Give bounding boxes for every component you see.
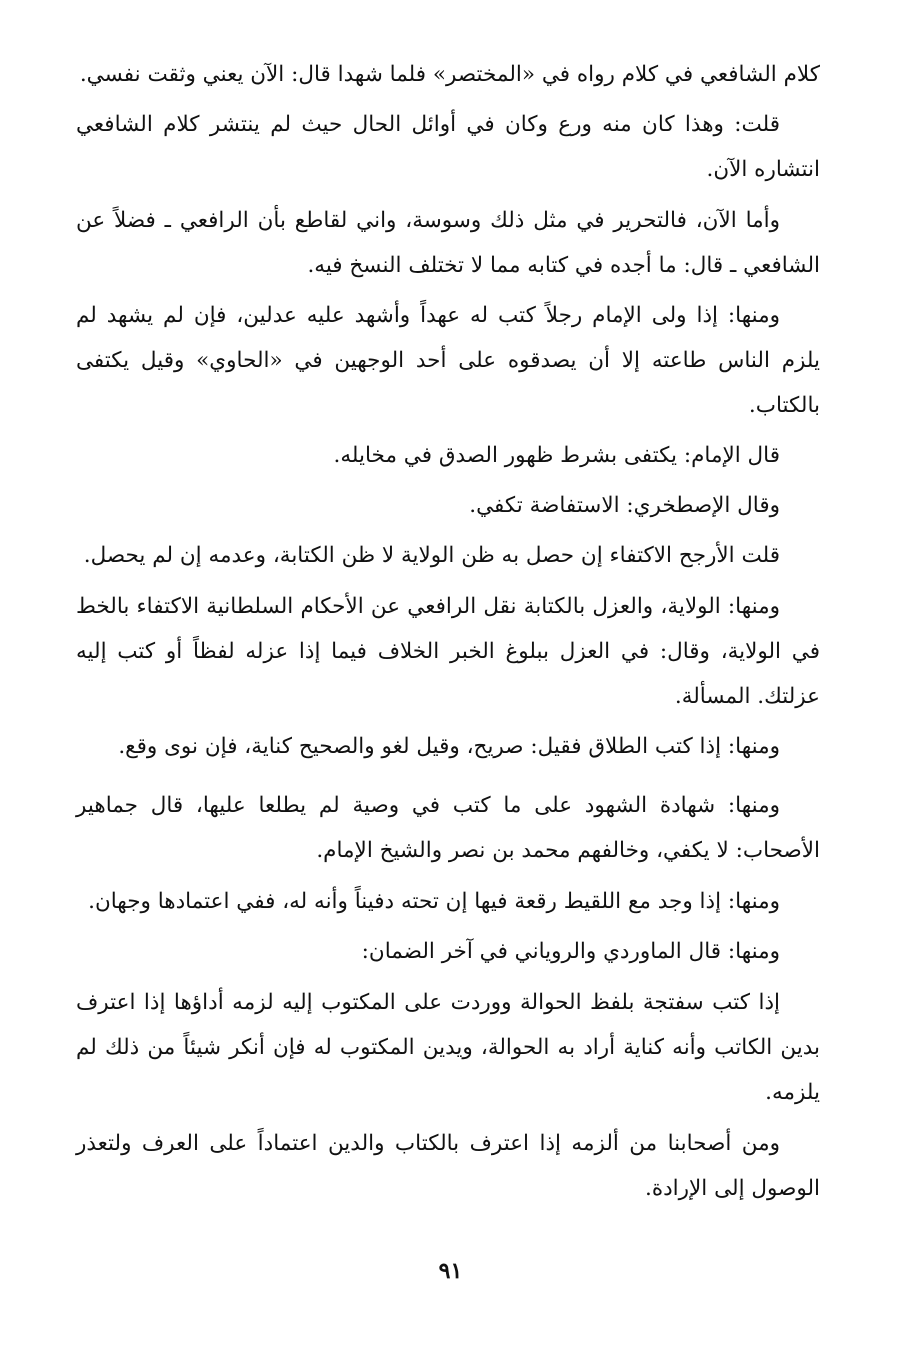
paragraph-4: ومنها: إذا ولى الإمام رجلاً كتب له عهداً وأشهد عليه عدلين، فإن لم يشهد لم يلزم الناس طاعته إلا أن يصدقوه على أحد الوجهين في «الحاوي» وقيل يكتفى بالكتاب. <box>76 303 820 418</box>
page-body <box>76 52 820 1216</box>
paragraph-6: وقال الإصطخري: الاستفاضة تكفي. <box>469 493 780 518</box>
paragraph-8: ومنها: الولاية، والعزل بالكتابة نقل الرافعي عن الأحكام السلطانية الاكتفاء بالخط في الولاية، وقال: في العزل ببلوغ الخبر الخلاف فيما إذا عزله لفظاً أو كتب إليه عزلتك. المسألة. <box>76 594 820 709</box>
paragraph-1: كلام الشافعي في كلام رواه في «المختصر» فلما شهدا قال: الآن يعني وثقت نفسي. <box>79 62 820 87</box>
paragraph-11: ومنها: إذا وجد مع اللقيط رقعة فيها إن تحته دفيناً وأنه له، ففي اعتمادها وجهان. <box>88 889 780 914</box>
paragraph-14: ومن أصحابنا من ألزمه إذا اعترف بالكتاب والدين اعتماداً على العرف ولتعذر الوصول إلى الإرادة. <box>76 1131 820 1201</box>
paragraph-5: قال الإمام: يكتفى بشرط ظهور الصدق في مخايله. <box>333 443 780 468</box>
paragraph-9: ومنها: إذا كتب الطلاق فقيل: صريح، وقيل لغو والصحيح كناية، فإن نوى وقع. <box>118 734 780 759</box>
paragraph-13: إذا كتب سفتجة بلفظ الحوالة ووردت على المكتوب إليه لزمه أداؤها إذا اعترف بدين الكاتب وأنه كناية أراد به الحوالة، ويدين المكتوب له فإن أنكر شيئاً من ذلك لم يلزمه. <box>76 990 820 1105</box>
paragraph-10: ومنها: شهادة الشهود على ما كتب في وصية لم يطلعا عليها، قال جماهير الأصحاب: لا يكفي، وخالفهم محمد بن نصر والشيخ الإمام. <box>76 793 820 863</box>
paragraph-3: وأما الآن، فالتحرير في مثل ذلك وسوسة، واني لقاطع بأن الرافعي ـ فضلاً عن الشافعي ـ قال: ما أجده في كتابه مما لا تختلف النسخ فيه. <box>76 208 820 278</box>
paragraph-2: قلت: وهذا كان منه ورع وكان في أوائل الحال حيث لم ينتشر كلام الشافعي انتشاره الآن. <box>76 112 820 182</box>
paragraph-7: قلت الأرجح الاكتفاء إن حصل به ظن الولاية لا ظن الكتابة، وعدمه إن لم يحصل. <box>83 543 780 568</box>
paragraph-12: ومنها: قال الماوردي والروياني في آخر الضمان: <box>361 939 780 964</box>
page-number: ٩١ <box>438 1258 463 1284</box>
